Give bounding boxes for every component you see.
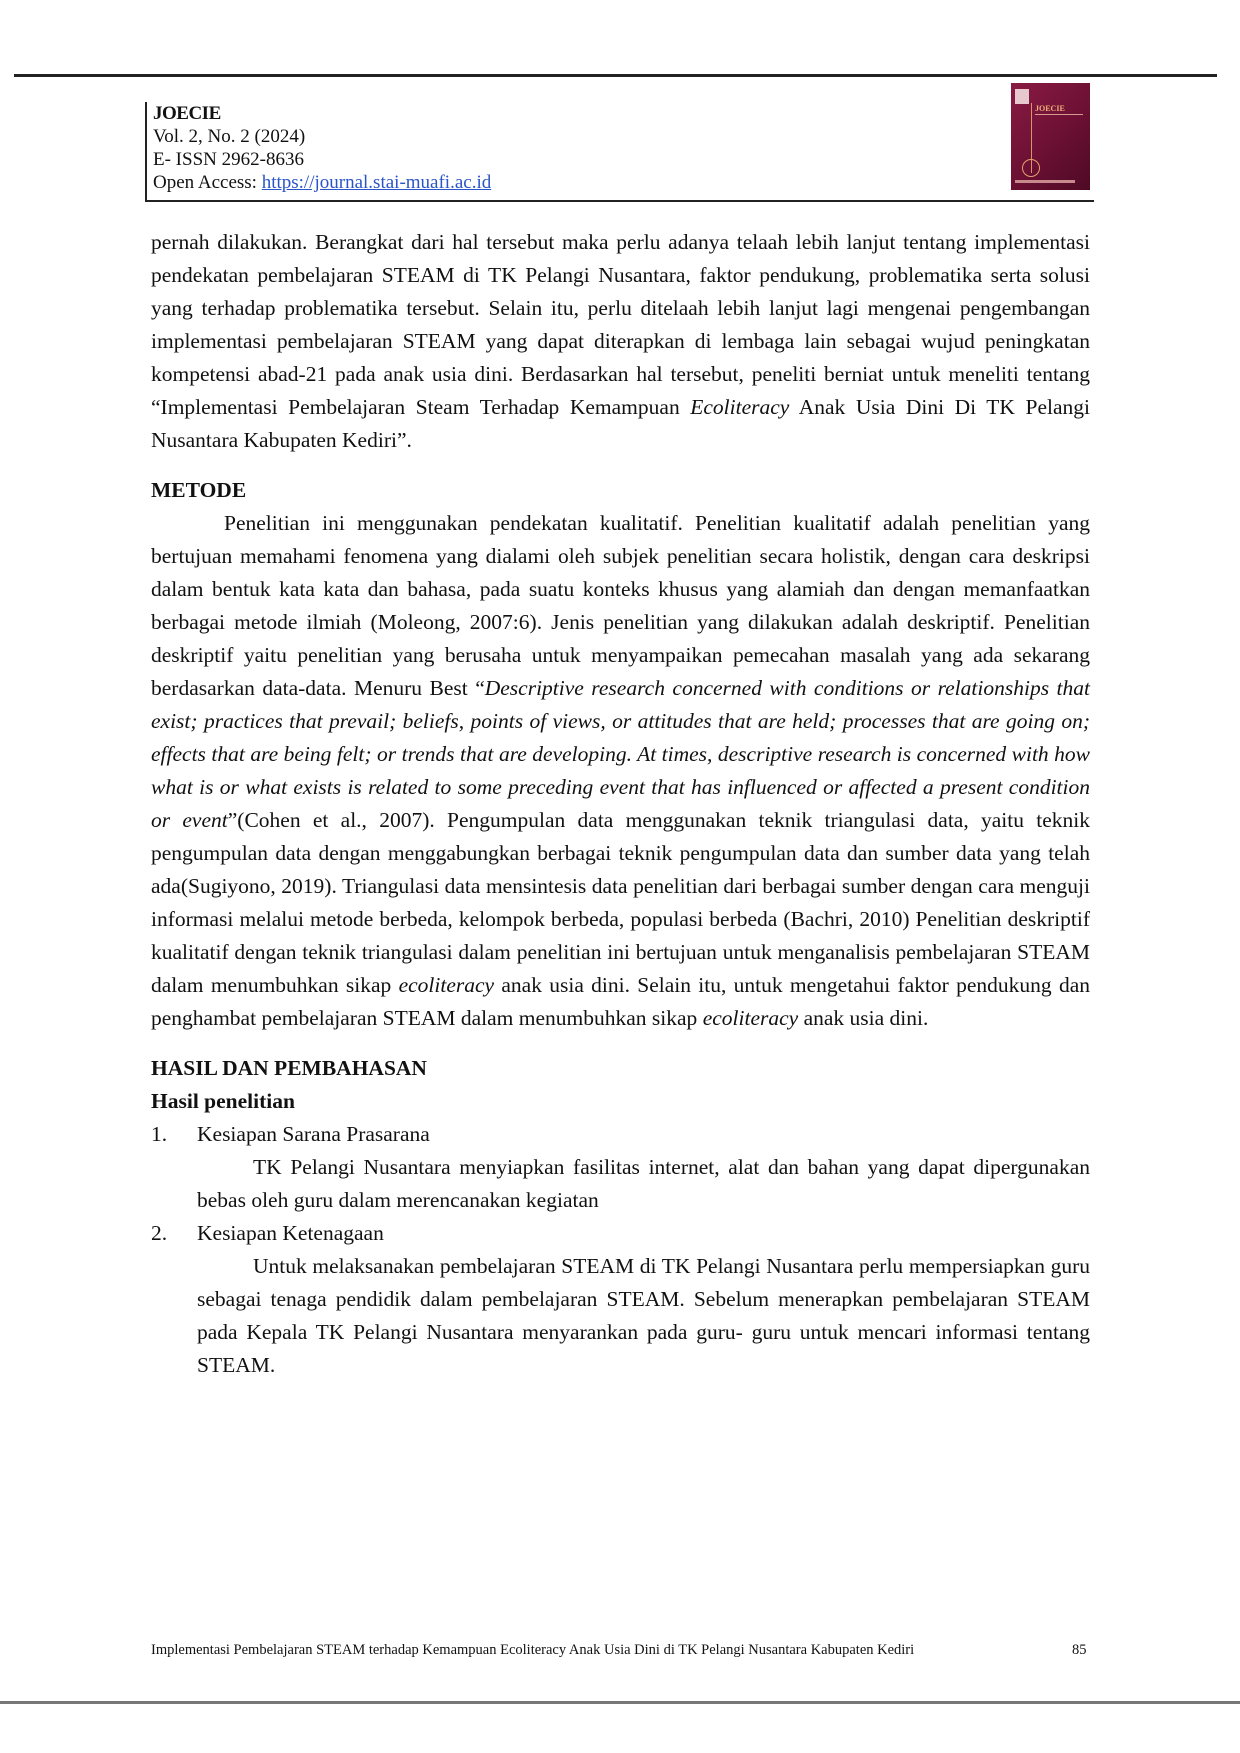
list-item-title: Kesiapan Sarana Prasarana — [197, 1122, 430, 1146]
list-number: 1. — [151, 1122, 168, 1146]
header-top-rule — [14, 74, 1217, 77]
intro-paragraph — [151, 226, 1090, 457]
intro-text-end: Anak Usia Dini Di TK Pelangi Nusantara Kabupaten Kediri”. — [151, 395, 1090, 452]
open-access-label: Open Access: — [153, 172, 262, 193]
cover-footer-text — [1015, 180, 1075, 183]
cover-logo-icon — [1015, 89, 1029, 104]
journal-url-link[interactable]: https://journal.stai-muafi.ac.id — [261, 172, 492, 193]
journal-issn: E- ISSN 2962-8636 — [153, 149, 304, 170]
list-number: 2. — [151, 1221, 168, 1245]
cover-title: JOECIE — [1035, 104, 1065, 113]
metode-text-2: ”(Cohen et al., 2007). Pengumpulan data menggunakan teknik triangulasi data, yaitu teknik pengumpulan data dengan menggabungkan berbagai teknik pengumpulan data dan sumber data yang telah ada(Sugiyono, 2019). Triangulasi data mensintesis data penelitian dari berbagai sumber dengan cara menguji informasi melalui metode berbeda, kelompok berbeda, populasi berbeda (Bachri, 2010) Penelitian deskriptif kualitatif dengan teknik triangulasi dalam penelitian ini bertujuan untuk menganalisis pembelajaran STEAM dalam menumbuhkan sikap — [151, 808, 1090, 997]
journal-volume: Vol. 2, No. 2 (2024) — [153, 126, 306, 147]
intro-italic-term: Ecoliteracy — [690, 395, 790, 419]
page-number: 85 — [1072, 1642, 1087, 1658]
cover-circle-ornament — [1022, 159, 1040, 177]
ecoliteracy-term: ecoliteracy — [398, 973, 495, 997]
list-item-body — [197, 1151, 1090, 1217]
cover-subtitle-line — [1035, 114, 1083, 115]
intro-text: pernah dilakukan. Berangkat dari hal tersebut maka perlu adanya telaah lebih lanjut tentang implementasi pendekatan pembelajaran STEAM di TK Pelangi Nusantara, faktor pendukung, problematika serta solusi yang terhadap problematika tersebut. Selain itu, perlu ditelaah lebih lanjut lagi mengenai pengembangan implementasi pembelajaran STEAM yang dapat diterapkan di lembaga lain sebagai wujud peningkatan kompetensi abad-21 pada anak usia dini. Berdasarkan hal tersebut, peneliti berniat untuk meneliti tentang “Implementasi Pembelajaran Steam Terhadap Kemampuan — [151, 230, 1090, 419]
section-heading-hasil: HASIL DAN PEMBAHASAN — [151, 1056, 427, 1080]
journal-cover-image — [1011, 83, 1090, 190]
running-title: Implementasi Pembelajaran STEAM terhadap Kemampuan Ecoliteracy Anak Usia Dini di TK Pelangi Nusantara Kabupaten Kediri — [151, 1642, 915, 1658]
list-item-paragraph: Untuk melaksanakan pembelajaran STEAM di TK Pelangi Nusantara perlu mempersiapkan guru sebagai tenaga pendidik dalam pembelajaran STEAM. Sebelum menerapkan pembelajaran STEAM pada Kepala TK Pelangi Nusantara menyarankan pada guru- guru untuk mencari informasi tentang STEAM. — [197, 1254, 1090, 1377]
list-item-paragraph: TK Pelangi Nusantara menyiapkan fasilitas internet, alat dan bahan yang dapat dipergunakan bebas oleh guru dalam merencanakan kegiatan — [197, 1155, 1090, 1212]
list-item-title: Kesiapan Ketenagaan — [197, 1221, 384, 1245]
result-list-item — [151, 1217, 1090, 1250]
journal-name: JOECIE — [153, 103, 221, 124]
best-quote: Descriptive research concerned with conditions or relationships that exist; practices that prevail; beliefs, points of views, or attitudes that are held; processes that are going on; effects that are being felt; or trends that are developing. At times, descriptive research is concerned with how what is or what exists is related to some preceding event that has influenced or affected a present condition or event — [151, 676, 1090, 832]
metode-paragraph — [151, 507, 1090, 1035]
metode-text: Penelitian ini menggunakan pendekatan kualitatif. Penelitian kualitatif adalah penelitian yang bertujuan memahami fenomena yang dialami oleh subjek penelitian secara holistik, dengan cara deskripsi dalam bentuk kata kata dan bahasa, pada suatu konteks khusus yang alamiah dan dengan memanfaatkan berbagai metode ilmiah (Moleong, 2007:6). Jenis penelitian yang dilakukan adalah deskriptif. Penelitian deskriptif yaitu penelitian yang berusaha untuk menyampaikan pemecahan masalah yang ada sekarang berdasarkan data-data. Menuru Best “ — [151, 511, 1090, 700]
open-access-line — [153, 171, 491, 194]
metode-text-3: anak usia dini. Selain itu, untuk mengetahui faktor pendukung dan penghambat pembelajaran STEAM dalam menumbuhkan sikap — [151, 973, 1090, 1030]
list-item-body — [197, 1250, 1090, 1382]
journal-header — [145, 102, 1094, 202]
result-list-item — [151, 1118, 1090, 1151]
page-body — [151, 226, 1090, 1382]
subsection-heading-hasil-penelitian: Hasil penelitian — [151, 1089, 295, 1113]
metode-text-4: anak usia dini. — [798, 1006, 929, 1030]
journal-info — [153, 102, 491, 194]
section-heading-metode: METODE — [151, 478, 247, 502]
footer-bottom-rule — [0, 1701, 1240, 1704]
ecoliteracy-term: ecoliteracy — [702, 1006, 799, 1030]
